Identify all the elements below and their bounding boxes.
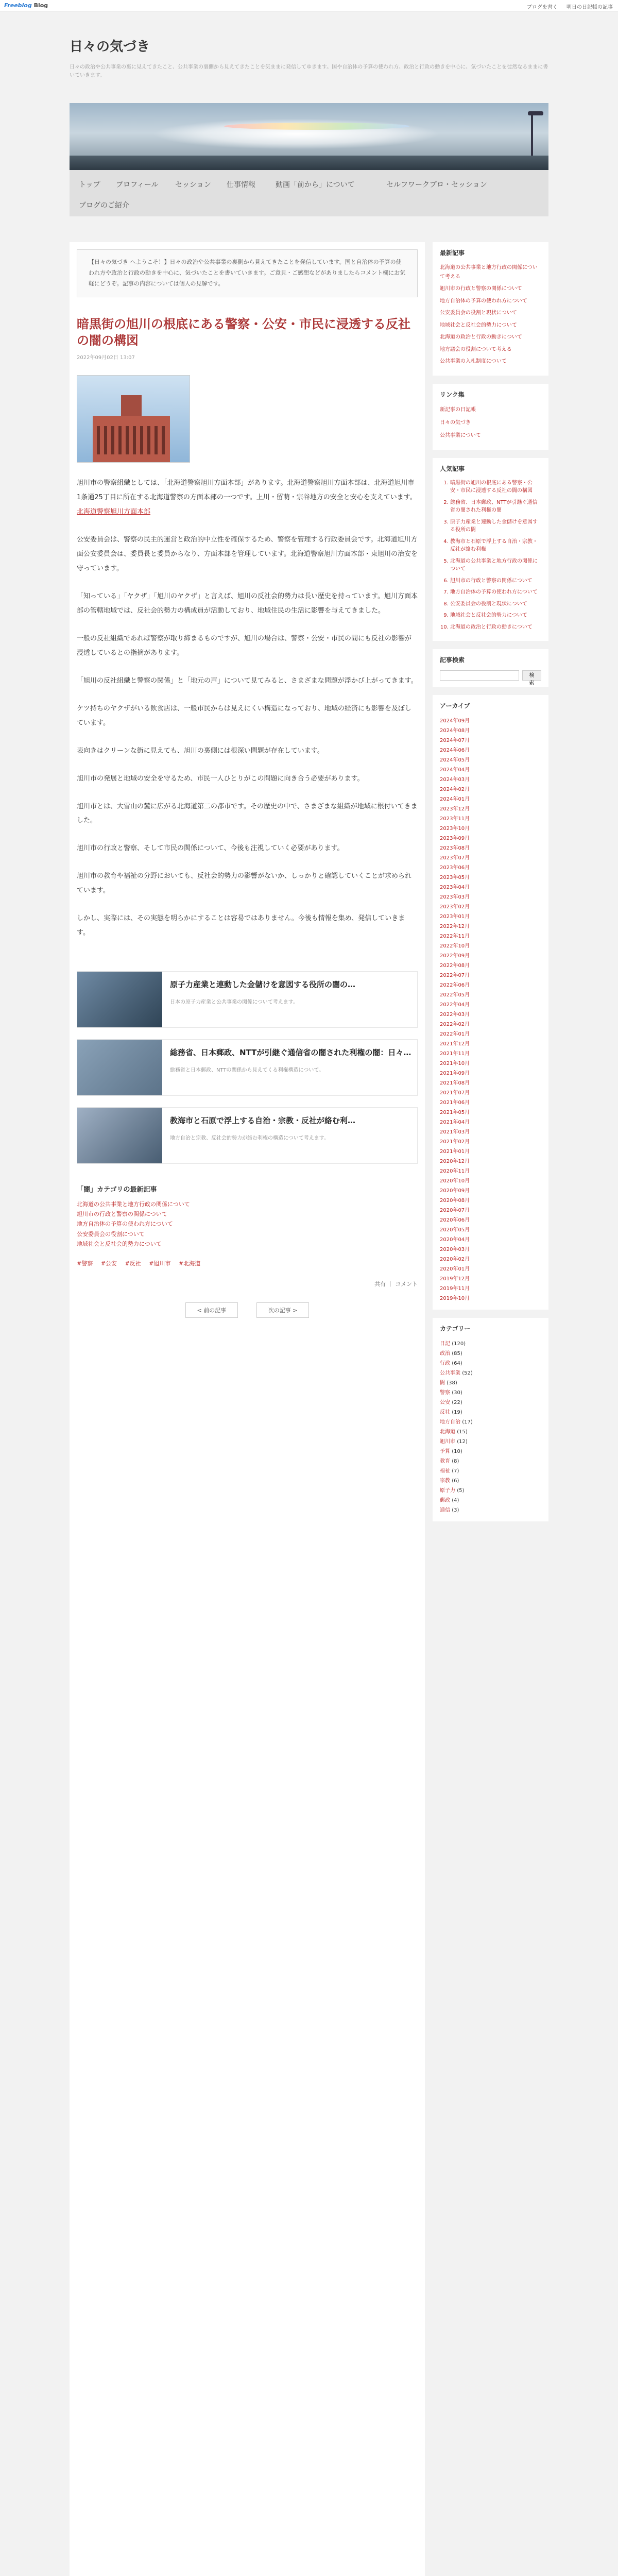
category-link[interactable] (440, 1408, 541, 1417)
archive-month-link[interactable]: 2023年02月 (440, 904, 470, 910)
category-link[interactable] (440, 1378, 541, 1388)
category-count: (10) (452, 1449, 462, 1454)
archive-month-link[interactable]: 2020年01月 (440, 1266, 470, 1272)
category-count: (17) (462, 1419, 473, 1425)
archive-month-link[interactable]: 2021年08月 (440, 1080, 470, 1086)
archive-month-link[interactable]: 2023年01月 (440, 914, 470, 920)
post-paragraph: ケツ持ちのヤクザがいる飲食店は、一般市民からは見えにくい構造になっており、地域の経済にも影響を及ぼしています。 (77, 704, 411, 727)
archive-month-link[interactable]: 2022年11月 (440, 934, 470, 939)
popular-post-link[interactable]: 5. 北海道の公共事業と地方行政の関係について (450, 557, 541, 573)
archive-month-link[interactable]: 2021年09月 (440, 1071, 470, 1076)
category-latest-item[interactable]: 地域社会と反社会的勢力について (77, 1240, 162, 1247)
archive-month-link[interactable]: 2023年12月 (440, 806, 470, 812)
post-title[interactable]: 暗黒街の旭川の根底にある警察・公安・市民に浸透する反社の闇の構図 (77, 316, 410, 348)
category-link[interactable] (440, 1417, 541, 1427)
share-comment-bar[interactable]: 共有 ｜ コメント (374, 1281, 418, 1288)
recent-post-link[interactable]: 地方議会の役割について考える (440, 346, 512, 352)
archive-month-link[interactable]: 2022年09月 (440, 953, 470, 959)
main-column (70, 242, 425, 2576)
tag-list (77, 1259, 418, 1267)
archive-month-link[interactable]: 2020年11月 (440, 1168, 470, 1174)
sidebar (433, 242, 548, 2576)
popular-post-link[interactable]: 4. 教海市と石原で浮上する自治・宗教・反社が絡む利権 (450, 538, 541, 554)
post-body (77, 476, 418, 940)
archive-month-link[interactable]: 2023年10月 (440, 826, 470, 832)
post-paragraph: 表向きはクリーンな街に見えても、旭川の裏側には根深い問題が存在しています。 (77, 747, 324, 755)
popular-post-link[interactable]: 2. 総務省、日本郵政、NTTが引継ぐ通信省の闇された利権の闇 (450, 499, 541, 515)
archive-month-link[interactable]: 2024年09月 (440, 718, 470, 724)
post-pager (77, 1302, 418, 1318)
next-post-button[interactable]: 次の記事 > (256, 1302, 310, 1318)
related-desc: 総務省と日本郵政、NTTの関係から見えてくる利権構造について。 (170, 1067, 324, 1074)
archive-month-link[interactable]: 2020年03月 (440, 1247, 470, 1252)
banner-trees (70, 156, 548, 170)
archive-month-link[interactable]: 2020年12月 (440, 1159, 470, 1164)
archive-month-link[interactable]: 2022年12月 (440, 924, 470, 929)
category-link[interactable] (440, 1427, 541, 1437)
archive-month-link[interactable]: 2022年02月 (440, 1022, 470, 1027)
diary-link[interactable]: 明日の日記帳の記事 (566, 5, 613, 10)
tag-antisocial[interactable]: #反社 (125, 1260, 141, 1267)
archive-month-link[interactable]: 2021年04月 (440, 1120, 470, 1125)
post-paragraph: 「旭川の反社組織と警察の関係」と「地元の声」について見てみると、さまざまな問題が浮かび上がってきます。 (77, 676, 418, 685)
category-count: (12) (457, 1439, 468, 1445)
category-count: (30) (452, 1390, 462, 1396)
archive-heading: アーカイブ (440, 702, 470, 709)
nav-item-top[interactable]: トップ (79, 181, 100, 189)
related-desc: 地方自治と宗教、反社会的勢力が絡む利権の構造について考えます。 (170, 1136, 329, 1142)
category-count: (38) (447, 1380, 457, 1386)
popular-post-link[interactable]: 6. 旭川市の行政と警察の関係について (450, 577, 541, 585)
category-link[interactable] (440, 1456, 541, 1466)
category-name: 福祉 (440, 1468, 450, 1474)
site-title[interactable]: 日々の気づき (70, 39, 150, 55)
prev-post-button[interactable]: < 前の記事 (185, 1302, 238, 1318)
archive-month-link[interactable]: 2020年08月 (440, 1198, 470, 1204)
archive-month-link[interactable]: 2022年07月 (440, 973, 470, 978)
category-name: 宗教 (440, 1478, 450, 1484)
archive-list (440, 716, 541, 1303)
category-link[interactable] (440, 1349, 541, 1359)
tag-police[interactable]: #警察 (77, 1260, 93, 1267)
category-name: 地方自治 (440, 1419, 460, 1425)
popular-posts-box (433, 458, 548, 641)
post-paragraph: 旭川市の教育や福祉の分野においても、反社会的勢力の影響がないか、しっかりと確認していくことが求められています。 (77, 872, 412, 895)
write-blog-link[interactable]: ブログを書く (526, 5, 558, 10)
archive-month-link[interactable]: 2021年10月 (440, 1061, 470, 1066)
archive-month-link[interactable]: 2022年01月 (440, 1031, 470, 1037)
archive-month-link[interactable]: 2023年11月 (440, 816, 470, 822)
archive-month-link[interactable]: 2024年02月 (440, 787, 470, 792)
archive-month-link[interactable]: 2022年08月 (440, 963, 470, 969)
category-count: (64) (452, 1361, 462, 1366)
category-link[interactable] (440, 1398, 541, 1408)
archive-month-link[interactable]: 2022年06月 (440, 982, 470, 988)
category-count: (85) (452, 1351, 462, 1357)
category-link[interactable] (440, 1368, 541, 1378)
archive-month-link[interactable]: 2019年11月 (440, 1286, 470, 1292)
popular-post-link[interactable]: 9. 地域社会と反社会的勢力について (450, 612, 541, 620)
inline-link[interactable]: 北海道警察旭川方面本部 (77, 508, 151, 516)
nav-item-video[interactable]: 動画「前から」について (276, 181, 355, 189)
category-latest-item[interactable]: 公安委員会の役割について (77, 1230, 145, 1238)
archive-month-link[interactable]: 2023年05月 (440, 875, 470, 880)
archive-month-link[interactable]: 2024年05月 (440, 757, 470, 763)
search-input[interactable] (440, 670, 519, 681)
recent-post-link[interactable]: 地方自治体の予算の使われ方について (440, 298, 527, 304)
popular-post-link[interactable]: 7. 地方自治体の予算の使われ方について (450, 588, 541, 597)
category-list (440, 1339, 541, 1515)
recent-post-link[interactable]: 地域社会と反社会的勢力について (440, 322, 517, 328)
category-count: (6) (452, 1478, 459, 1484)
post-paragraph: 旭川市の行政と警察、そして市民の関係について、今後も注視していく必要があります。 (77, 844, 344, 853)
archive-month-link[interactable]: 2021年02月 (440, 1139, 470, 1145)
category-link[interactable] (440, 1388, 541, 1398)
nav-item-blog-intro[interactable]: ブログのご紹介 (79, 201, 129, 210)
category-latest-item[interactable]: 地方自治体の予算の使われ方について (77, 1221, 173, 1228)
banner-rainbow (224, 123, 409, 130)
category-link[interactable] (440, 1437, 541, 1447)
category-count: (7) (452, 1468, 459, 1474)
category-latest-item[interactable]: 旭川市の行政と警察の関係について (77, 1211, 167, 1218)
related-thumbnail (77, 1108, 162, 1163)
category-name: 通信 (440, 1507, 450, 1513)
global-nav (70, 170, 548, 216)
category-name: 警察 (440, 1390, 450, 1396)
archive-month-link[interactable]: 2024年01月 (440, 796, 470, 802)
nav-item-session[interactable]: セッション (175, 181, 211, 189)
archive-month-link[interactable]: 2021年05月 (440, 1110, 470, 1115)
popular-post-link[interactable]: 1. 暗黒街の旭川の根底にある警察・公安・市民に浸透する反社の闇の構図 (450, 479, 541, 495)
archive-month-link[interactable]: 2019年10月 (440, 1296, 470, 1301)
recent-posts-box (433, 242, 548, 376)
archive-month-link[interactable]: 2022年04月 (440, 1002, 470, 1008)
recent-posts-heading: 最新記事 (440, 249, 465, 257)
category-latest-box (77, 1184, 418, 1249)
archive-month-link[interactable]: 2020年06月 (440, 1217, 470, 1223)
archive-month-link[interactable]: 2019年12月 (440, 1276, 470, 1282)
category-name: 闇 (440, 1380, 445, 1386)
archive-month-link[interactable]: 2020年10月 (440, 1178, 470, 1184)
category-latest-heading: 「闇」カテゴリの最新記事 (77, 1186, 157, 1194)
related-thumbnail (77, 972, 162, 1027)
archive-month-link[interactable]: 2024年06月 (440, 748, 470, 753)
archive-month-link[interactable]: 2021年12月 (440, 1041, 470, 1047)
related-article[interactable] (77, 1107, 418, 1164)
popular-post-link[interactable]: 8. 公安委員会の役割と現状について (450, 600, 541, 608)
link-item[interactable]: 公共事業について (440, 432, 481, 438)
archive-month-link[interactable]: 2024年08月 (440, 728, 470, 734)
recent-post-link[interactable]: 公共事業の入札制度について (440, 359, 507, 364)
post-paragraph: 一般の反社組織であれば警察が取り締まるものですが、旭川の場合は、警察・公安・市民の間にも反社の影響が浸透しているとの指摘があります。 (77, 634, 412, 657)
recent-post-link[interactable]: 旭川市の行政と警察の関係について (440, 286, 522, 292)
site-header (70, 21, 548, 80)
search-form (440, 670, 541, 686)
category-name: 教育 (440, 1459, 450, 1464)
archive-month-link[interactable]: 2020年04月 (440, 1237, 470, 1243)
recent-post-link[interactable]: 北海道の政治と行政の動きについて (440, 334, 522, 340)
category-name: 旭川市 (440, 1439, 455, 1445)
post-paragraph: 「知っている」「ヤクザ」「旭川のヤクザ」と言えば、旭川の反社会的勢力は長い歴史を持っています。旭川方面本部の管轄地域では、反社会的勢力の構成員が活動しており、地域住民の生活に影響を与えてきました。 (77, 592, 418, 615)
archive-month-link[interactable]: 2022年10月 (440, 943, 470, 949)
category-link[interactable] (440, 1476, 541, 1486)
archive-month-link[interactable]: 2021年11月 (440, 1051, 470, 1057)
archive-month-link[interactable]: 2023年03月 (440, 894, 470, 900)
tag-asahikawa[interactable]: #旭川市 (149, 1260, 171, 1267)
archive-month-link[interactable]: 2022年05月 (440, 992, 470, 998)
popular-posts-heading: 人気記事 (440, 465, 465, 472)
post-paragraph: 旭川市の警察組織としては、「北海道警察旭川方面本部」があります。北海道警察旭川方面本部は、北海道旭川市1条通25丁目に所在する北海道警察の方面本部の一つです。上川・留萌・宗谷地方の安全と安心を支えています。 北海道警察旭川方面本部 (77, 479, 417, 516)
category-name: 日記 (440, 1341, 450, 1347)
category-name: 郵政 (440, 1498, 450, 1503)
related-title[interactable]: 原子力産業と連動した金儲けを意図する役所の闇の… (170, 980, 356, 990)
popular-post-link[interactable]: 10. 北海道の政治と行政の動きについて (450, 623, 541, 632)
category-link[interactable] (440, 1496, 541, 1505)
category-name: 公共事業 (440, 1370, 460, 1376)
archive-month-link[interactable]: 2021年01月 (440, 1149, 470, 1155)
category-box (433, 1318, 548, 1521)
search-box (433, 649, 548, 687)
archive-month-link[interactable]: 2024年03月 (440, 777, 470, 783)
archive-month-link[interactable]: 2020年02月 (440, 1257, 470, 1262)
archive-month-link[interactable]: 2020年05月 (440, 1227, 470, 1233)
category-name: 予算 (440, 1449, 450, 1454)
category-name: 北海道 (440, 1429, 455, 1435)
building-windows (97, 426, 167, 454)
category-count: (52) (462, 1370, 473, 1376)
post-date: 2022年09月02日 13:07 (77, 355, 135, 361)
link-item[interactable]: 日々の気づき (440, 419, 471, 426)
archive-month-link[interactable]: 2024年04月 (440, 767, 470, 773)
category-count: (19) (452, 1410, 462, 1415)
archive-month-link[interactable]: 2023年07月 (440, 855, 470, 861)
search-button[interactable]: 検索 (522, 670, 541, 681)
archive-month-link[interactable]: 2021年06月 (440, 1100, 470, 1106)
category-count: (120) (452, 1341, 466, 1347)
post-paragraph: しかし、実際には、その実態を明らかにすることは容易ではありません。今後も情報を集め、発信していきます。 (77, 914, 405, 937)
category-count: (22) (452, 1400, 462, 1405)
related-thumbnail (77, 1040, 162, 1095)
archive-month-link[interactable]: 2023年08月 (440, 845, 470, 851)
related-desc: 日本の原子力産業と公共事業の関係について考えます。 (170, 999, 298, 1006)
archive-month-link[interactable]: 2020年07月 (440, 1208, 470, 1213)
tag-hokkaido[interactable]: #北海道 (178, 1260, 201, 1267)
category-name: 公安 (440, 1400, 450, 1405)
nav-item-selfwork[interactable]: セルフワークプロ・セッション (386, 181, 487, 189)
post-paragraph: 旭川市とは、大雪山の麓に広がる北海道第二の都市です。その歴史の中で、さまざまな組織が地域に根付いてきました。 (77, 802, 418, 825)
archive-box (433, 695, 548, 1310)
links-box (433, 384, 548, 450)
nav-item-jobs[interactable]: 仕事情報 (227, 181, 255, 189)
related-article[interactable] (77, 971, 418, 1028)
links-heading: リンク集 (440, 391, 465, 398)
category-link[interactable] (440, 1466, 541, 1476)
category-name: 行政 (440, 1361, 450, 1366)
related-article[interactable] (77, 1039, 418, 1096)
category-latest-item[interactable]: 北海道の公共事業と地方行政の関係について (77, 1200, 190, 1208)
category-name: 反社 (440, 1410, 450, 1415)
nav-item-profile[interactable]: プロフィール (116, 181, 159, 189)
archive-month-link[interactable]: 2022年03月 (440, 1012, 470, 1018)
topbar-right (520, 3, 613, 10)
category-link[interactable] (440, 1486, 541, 1496)
archive-month-link[interactable]: 2023年04月 (440, 885, 470, 890)
category-count: (4) (452, 1498, 459, 1503)
tag-public-safety[interactable]: #公安 (100, 1260, 117, 1267)
brand-logo[interactable]: Freeblog Blog (4, 2, 48, 9)
category-heading: カテゴリー (440, 1325, 471, 1332)
recent-post-link[interactable]: 北海道の公共事業と地方行政の関係について考える (440, 265, 538, 280)
category-name: 原子力 (440, 1488, 455, 1494)
category-link[interactable] (440, 1447, 541, 1456)
post-paragraph: 公安委員会は、警察の民主的運営と政治的中立性を確保するため、警察を管理する行政委員会です。北海道旭川方面公安委員会は、委員長と委員からなり、方面本部を管理しています。北海道警察旭川方面本部・東旭川の治安を守っています。 (77, 536, 418, 573)
archive-month-link[interactable]: 2021年07月 (440, 1090, 470, 1096)
category-count: (8) (452, 1459, 459, 1464)
post-paragraph: 旭川市の発展と地域の安全を守るため、市民一人ひとりがこの問題に向き合う必要があります。 (77, 774, 364, 783)
welcome-notice: 【日々の気づき へようこそ！】日々の政治や公共事業の裏側から見えてきたことを発信しています。国と自治体の予算の使われ方や政治と行政の動きを中心に、気づいたことを書いていきます。ご意見・ご感想などがありましたらコメント欄にお気軽にどうぞ。記事の内容については個人の見解です。 (77, 249, 418, 297)
category-link[interactable] (440, 1359, 541, 1368)
archive-month-link[interactable]: 2023年09月 (440, 836, 470, 841)
related-title[interactable]: 総務省、日本郵政、NTTが引継ぐ通信省の闇された利権の闇：日々… (170, 1048, 411, 1058)
post-image[interactable] (77, 375, 190, 463)
category-count: (5) (457, 1488, 465, 1494)
category-link[interactable] (440, 1505, 541, 1515)
archive-month-link[interactable]: 2020年09月 (440, 1188, 470, 1194)
archive-month-link[interactable]: 2023年06月 (440, 865, 470, 871)
popular-posts-list (440, 479, 541, 632)
header-banner (70, 103, 548, 170)
archive-month-link[interactable]: 2021年03月 (440, 1129, 470, 1135)
category-count: (3) (452, 1507, 459, 1513)
popular-post-link[interactable]: 3. 原子力産業と連動した金儲けを意図する役所の闇 (450, 518, 541, 534)
banner-lamp (528, 111, 543, 115)
related-title[interactable]: 教海市と石原で浮上する自治・宗教・反社が絡む利… (170, 1116, 356, 1126)
search-heading: 記事検索 (440, 656, 465, 664)
category-name: 政治 (440, 1351, 450, 1357)
archive-month-link[interactable]: 2024年07月 (440, 738, 470, 743)
top-bar (0, 0, 618, 11)
site-description: 日々の政治や公共事業の裏に見えてきたこと、公共事業の裏側から見えてきたことを気ままに発信してゆきます。国や自治体の予算の使われ方、政治と行政の動きを中心に、気づいたことを徒然なるままに書いていきます。 (70, 64, 548, 78)
category-link[interactable] (440, 1339, 541, 1349)
category-count: (15) (457, 1429, 468, 1435)
recent-post-link[interactable]: 公安委員会の役割と現状について (440, 310, 517, 316)
link-item[interactable]: 新記事の日記帳 (440, 406, 476, 413)
